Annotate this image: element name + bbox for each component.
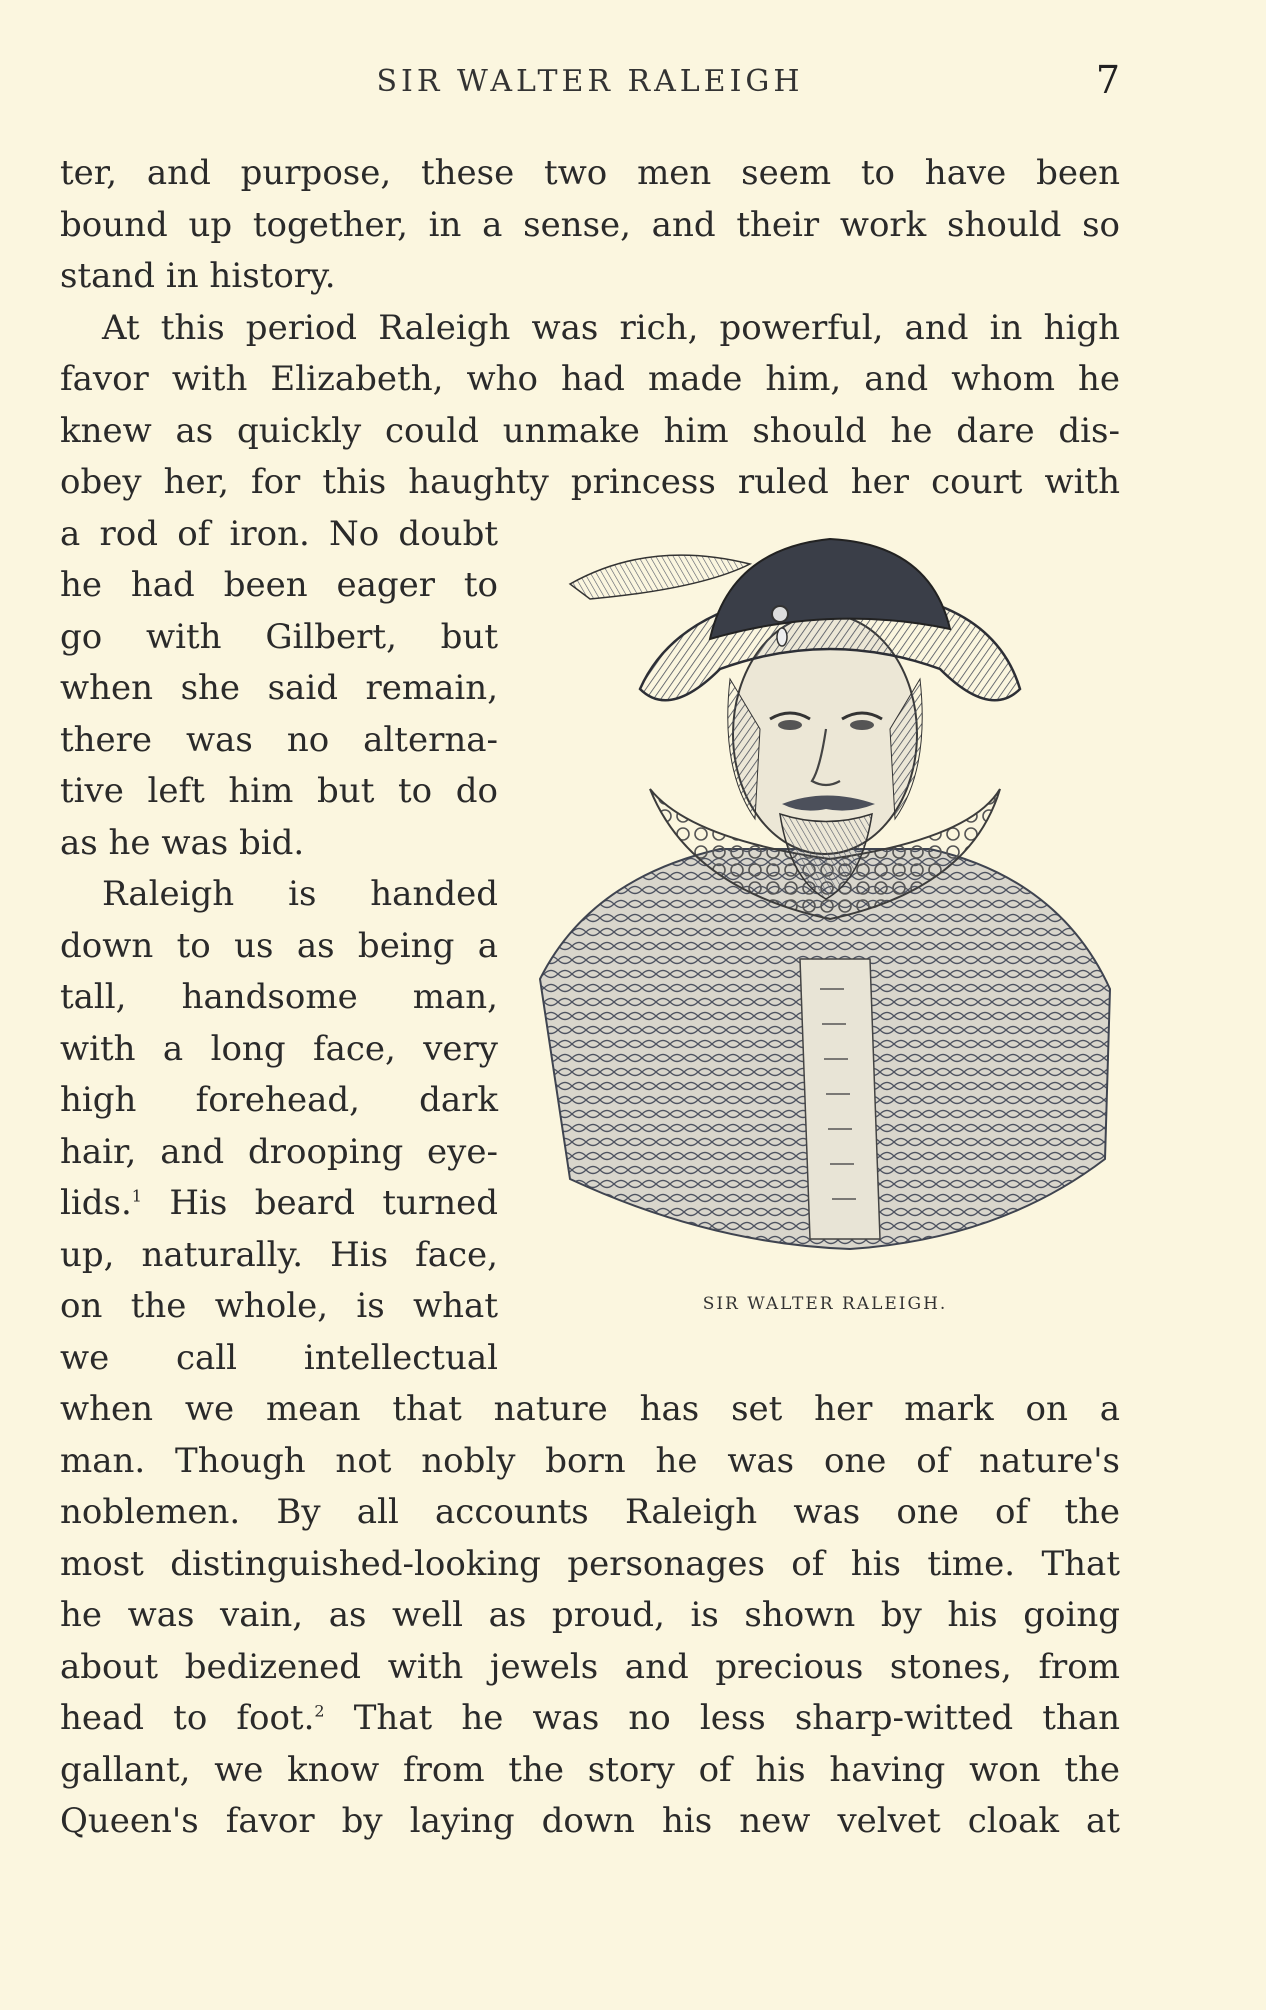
text-line: gallant, we know from the story of his having won the <box>60 1749 1120 1790</box>
text-line: when we mean that nature has set her mark on a <box>60 1389 1120 1429</box>
paragraph-2 <box>60 303 1120 509</box>
text-line: most distinguished-looking personages of his time. That <box>60 1543 1120 1584</box>
portrait-engraving <box>530 519 1120 1259</box>
text-line: Raleigh is handed <box>102 874 498 914</box>
text-line: hair, and drooping eye- <box>60 1131 498 1172</box>
text-line: we call intellectual <box>60 1337 498 1378</box>
text-fragment: That he was no less sharp-witted than <box>324 1698 1120 1738</box>
body-text <box>60 148 1120 1848</box>
text-line: ter, and purpose, these two men seem to have been <box>60 153 1120 193</box>
running-head <box>60 58 1120 108</box>
text-line: man. Though not nobly born he was one of nature's <box>60 1440 1120 1481</box>
text-line: about bedizened with jewels and precious stones, from <box>60 1646 1120 1687</box>
page-number: 7 <box>1095 58 1120 102</box>
running-title: SIR WALTER RALEIGH <box>376 64 804 99</box>
text-line: he had been eager to <box>60 565 498 605</box>
text-line <box>60 1693 1120 1745</box>
text-line: favor with Elizabeth, who had made him, and whom he <box>60 359 1120 399</box>
text-line: knew as quickly could unmake him should he dare dis- <box>60 410 1120 451</box>
text-line: with a long face, very <box>60 1028 498 1069</box>
text-line: stand in history. <box>60 256 336 296</box>
text-line: there was no alterna- <box>60 719 498 760</box>
text-line: high forehead, dark <box>60 1080 498 1120</box>
text-line: go with Gilbert, but <box>60 616 498 657</box>
text-line: as he was bid. <box>60 822 305 863</box>
text-line: At this period Raleigh was rich, powerful, and in high <box>102 307 1120 348</box>
text-line: he was vain, as well as proud, is shown by his going <box>60 1595 1120 1635</box>
paragraph-1 <box>60 148 1120 303</box>
portrait-caption: SIR WALTER RALEIGH. <box>702 1293 948 1314</box>
text-fragment: lids. <box>60 1183 132 1223</box>
text-line: tall, handsome man, <box>60 977 498 1017</box>
text-line: up, naturally. His face, <box>60 1234 498 1275</box>
text-line: a rod of iron. No doubt <box>60 513 498 554</box>
text-line: when she said remain, <box>60 668 498 708</box>
text-line: bound up together, in a sense, and their work should so <box>60 204 1120 245</box>
text-line: on the whole, is what <box>60 1286 498 1326</box>
text-line: down to us as being a <box>60 925 498 966</box>
portrait-figure <box>530 519 1120 1365</box>
footnote-mark: 1 <box>131 1186 142 1206</box>
footnote-mark: 2 <box>314 1701 325 1721</box>
text-line: obey her, for this haughty princess ruled her court with <box>60 462 1120 502</box>
text-fragment: head to foot. <box>60 1698 315 1738</box>
text-line: tive left him but to do <box>60 771 498 811</box>
text-line: Queen's favor by laying down his new velvet cloak at <box>60 1801 1120 1841</box>
text-line: noblemen. By all accounts Raleigh was one of the <box>60 1492 1120 1532</box>
text-fragment: His beard turned <box>141 1183 498 1223</box>
